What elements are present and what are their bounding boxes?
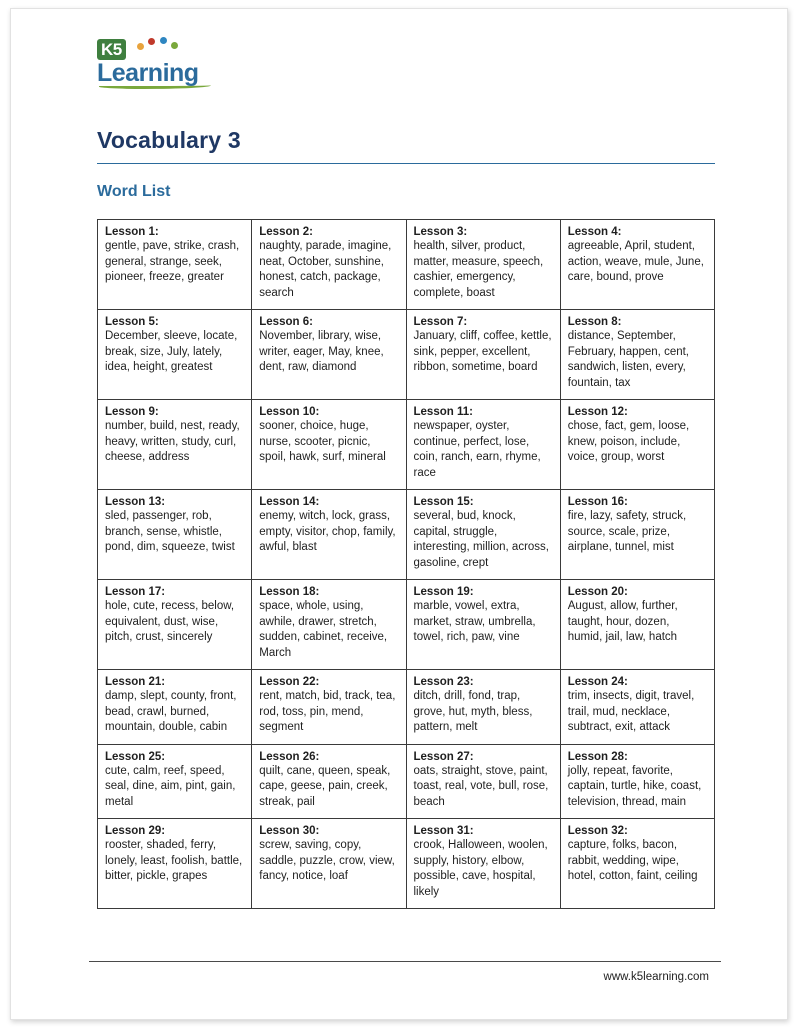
lesson-words: damp, slept, county, front, bead, crawl, burned, mountain, double, cabin xyxy=(105,690,237,733)
lesson-cell xyxy=(252,220,406,310)
lesson-cell xyxy=(406,580,560,670)
lesson-cell xyxy=(98,310,252,400)
table-row xyxy=(98,819,715,909)
lesson-words: newspaper, oyster, continue, perfect, lose, coin, ranch, earn, rhyme, race xyxy=(413,420,541,479)
lesson-label: Lesson 29: xyxy=(105,825,166,837)
lesson-words: enemy, witch, lock, grass, empty, visitor, chop, family, awful, blast xyxy=(259,510,396,553)
section-subtitle: Word List xyxy=(97,183,171,200)
lesson-words: space, whole, using, awhile, drawer, stretch, sudden, cabinet, receive, March xyxy=(259,600,388,659)
document-content xyxy=(89,39,721,909)
lesson-words: chose, fact, gem, loose, knew, poison, include, voice, group, worst xyxy=(567,420,690,463)
lesson-cell xyxy=(406,220,560,310)
lesson-cell xyxy=(560,310,714,400)
lesson-cell xyxy=(560,490,714,580)
lesson-cell xyxy=(98,819,252,909)
lesson-cell xyxy=(252,819,406,909)
lesson-cell xyxy=(98,490,252,580)
table-row xyxy=(98,744,715,819)
lesson-label: Lesson 22: xyxy=(259,676,320,688)
lesson-cell xyxy=(406,744,560,819)
table-row xyxy=(98,580,715,670)
lesson-label: Lesson 8: xyxy=(567,316,622,328)
lesson-label: Lesson 6: xyxy=(259,316,313,328)
lesson-words: fire, lazy, safety, struck, source, scale, prize, airplane, tunnel, mist xyxy=(567,510,687,553)
lesson-words: health, silver, product, matter, measure, speech, cashier, emergency, complete, boast xyxy=(413,240,544,299)
lesson-words: capture, folks, bacon, rabbit, wedding, wipe, hotel, cotton, faint, ceiling xyxy=(567,839,698,882)
lesson-label: Lesson 2: xyxy=(259,226,313,238)
lesson-words: sooner, choice, huge, nurse, scooter, picnic, spoil, hawk, surf, mineral xyxy=(259,420,386,463)
logo-badge: K5 xyxy=(97,39,126,60)
lesson-label: Lesson 14: xyxy=(259,496,320,508)
lesson-cell xyxy=(98,220,252,310)
lesson-label: Lesson 23: xyxy=(413,676,474,688)
lesson-cell xyxy=(560,220,714,310)
lesson-label: Lesson 20: xyxy=(567,586,628,598)
worksheet-sheet xyxy=(10,8,788,1020)
logo-wordmark: Learning xyxy=(97,59,199,87)
lesson-label: Lesson 32: xyxy=(567,825,628,837)
lesson-cell xyxy=(252,490,406,580)
lesson-cell xyxy=(98,580,252,670)
lesson-words: crook, Halloween, woolen, supply, history, elbow, possible, cave, hospital, likely xyxy=(413,839,548,898)
lesson-words: hole, cute, recess, below, equivalent, dust, wise, pitch, crust, sincerely xyxy=(105,600,235,643)
lesson-words: cute, calm, reef, speed, seal, dine, aim, pint, gain, metal xyxy=(105,764,236,808)
lesson-label: Lesson 28: xyxy=(567,750,628,763)
lesson-words: marble, vowel, extra, market, straw, umbrella, towel, rich, paw, vine xyxy=(413,600,536,643)
lesson-cell xyxy=(406,310,560,400)
lesson-cell xyxy=(252,670,406,745)
lesson-label: Lesson 26: xyxy=(259,750,320,763)
lesson-cell xyxy=(252,744,406,819)
table-row xyxy=(98,670,715,745)
lesson-label: Lesson 4: xyxy=(567,226,622,238)
lesson-cell xyxy=(252,580,406,670)
lesson-label: Lesson 10: xyxy=(259,406,320,418)
lesson-label: Lesson 31: xyxy=(413,825,474,837)
lesson-label: Lesson 18: xyxy=(259,586,320,598)
table-row xyxy=(98,220,715,310)
logo-dots-icon xyxy=(137,37,183,51)
lesson-words: distance, September, February, happen, cent, sandwich, listen, every, fountain, tax xyxy=(567,330,689,389)
lesson-words: jolly, repeat, favorite, captain, turtle, hike, coast, television, thread, main xyxy=(567,764,702,808)
lesson-label: Lesson 17: xyxy=(105,586,166,598)
lesson-cell xyxy=(560,580,714,670)
lesson-cell xyxy=(98,670,252,745)
lesson-label: Lesson 11: xyxy=(413,406,473,418)
lesson-label: Lesson 13: xyxy=(105,496,166,508)
lesson-label: Lesson 21: xyxy=(105,676,166,688)
lesson-label: Lesson 7: xyxy=(413,316,468,328)
lesson-label: Lesson 30: xyxy=(259,825,320,837)
lesson-words: screw, saving, copy, saddle, puzzle, crow, view, fancy, notice, loaf xyxy=(259,839,395,882)
lesson-cell xyxy=(560,819,714,909)
lesson-cell xyxy=(98,744,252,819)
lesson-words: sled, passenger, rob, branch, sense, whistle, pond, dim, squeeze, twist xyxy=(105,510,235,553)
lesson-cell xyxy=(560,400,714,490)
lesson-words: ditch, drill, fond, trap, grove, hut, myth, bless, pattern, melt xyxy=(413,690,533,733)
page-title: Vocabulary 3 xyxy=(97,127,241,153)
lesson-words: agreeable, April, student, action, weave, mule, June, care, bound, prove xyxy=(567,240,704,283)
lesson-cell xyxy=(406,819,560,909)
footer-divider xyxy=(89,961,721,962)
footer-url: www.k5learning.com xyxy=(603,971,709,983)
lesson-words: gentle, pave, strike, crash, general, strange, seek, pioneer, freeze, greater xyxy=(105,240,240,283)
title-divider xyxy=(97,163,715,164)
k5-learning-logo xyxy=(97,39,217,91)
lesson-cell xyxy=(252,310,406,400)
lesson-cell xyxy=(560,744,714,819)
lesson-words: December, sleeve, locate, break, size, July, lately, idea, height, greatest xyxy=(105,330,238,373)
lesson-label: Lesson 15: xyxy=(413,496,474,508)
word-list-table xyxy=(97,219,715,909)
lesson-label: Lesson 9: xyxy=(105,406,159,418)
lesson-words: several, bud, knock, capital, struggle, interesting, million, across, gasoline, crept xyxy=(413,510,549,569)
lesson-label: Lesson 24: xyxy=(567,676,628,688)
lesson-cell xyxy=(406,670,560,745)
lesson-words: January, cliff, coffee, kettle, sink, pepper, excellent, ribbon, sometime, board xyxy=(413,330,552,373)
table-row xyxy=(98,310,715,400)
lesson-label: Lesson 5: xyxy=(105,316,159,328)
lesson-words: naughty, parade, imagine, neat, October, sunshine, honest, catch, package, search xyxy=(259,240,392,299)
lesson-label: Lesson 12: xyxy=(567,406,628,418)
lesson-label: Lesson 19: xyxy=(413,586,474,598)
lesson-words: trim, insects, digit, travel, trail, mud, necklace, subtract, exit, attack xyxy=(567,690,695,733)
lesson-label: Lesson 25: xyxy=(105,750,166,763)
lesson-words: number, build, nest, ready, heavy, written, study, curl, cheese, address xyxy=(105,420,240,463)
lesson-cell xyxy=(560,670,714,745)
lesson-label: Lesson 3: xyxy=(413,226,468,238)
lesson-cell xyxy=(406,490,560,580)
lesson-words: rooster, shaded, ferry, lonely, least, foolish, battle, bitter, pickle, grapes xyxy=(105,839,243,882)
lesson-cell xyxy=(252,400,406,490)
lesson-label: Lesson 16: xyxy=(567,496,628,508)
table-row xyxy=(98,490,715,580)
lesson-words: quilt, cane, queen, speak, cape, geese, pain, creek, streak, pail xyxy=(259,764,391,808)
table-row xyxy=(98,400,715,490)
logo-swoosh-icon xyxy=(99,83,211,89)
lesson-words: August, allow, further, taught, hour, dozen, humid, jail, law, hatch xyxy=(567,600,678,643)
lesson-label: Lesson 1: xyxy=(105,226,159,238)
lesson-cell xyxy=(406,400,560,490)
lesson-words: November, library, wise, writer, eager, May, knee, dent, raw, diamond xyxy=(259,330,384,373)
lesson-words: oats, straight, stove, paint, toast, real, vote, bull, rose, beach xyxy=(413,764,549,808)
lesson-words: rent, match, bid, track, tea, rod, toss, pin, mend, segment xyxy=(259,690,396,733)
lesson-label: Lesson 27: xyxy=(413,750,474,763)
lesson-cell xyxy=(98,400,252,490)
